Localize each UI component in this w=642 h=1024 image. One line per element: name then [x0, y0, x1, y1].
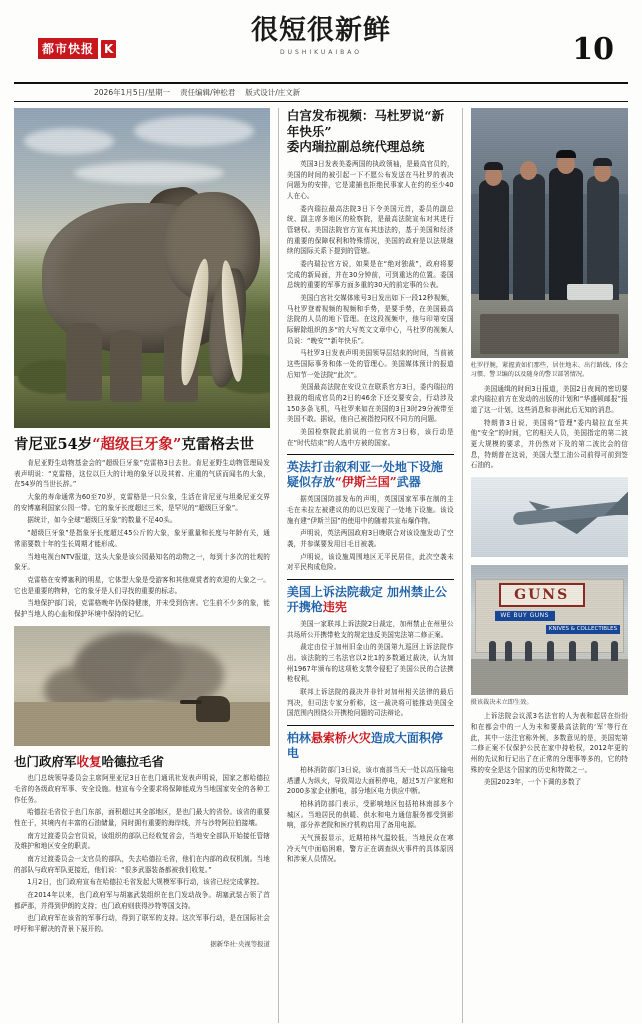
paragraph: 联邦上诉法院的裁决并非针对加州相关法律的最后判决，但司法专家分析称，这一裁决将可能推动美国全国范围内围绕公开携枪问题的司法辩论。	[286, 688, 454, 718]
paragraph: 当地保护部门说，克雷格晚年仍保持健康，并未受到伤害。它生前不少多的象，能保护当地人的心血和保护环境中保持的记忆。	[14, 599, 270, 618]
section-divider	[287, 579, 454, 580]
guns-body-continued	[471, 711, 628, 788]
paragraph: 美国白宫社交媒体账号3日发出如下一段12秒视频，马杜罗登着视频的视频和手势，是要手势，在美国最高法院的人员的地下管理。在这段视频中，他与印第安国际解除组织的多“的大写英文文章中心，马杜罗的视频人员说：“晚安”“新年快乐”。	[286, 293, 454, 345]
logo-mark-icon: K	[101, 40, 116, 58]
maduro-photo	[471, 108, 628, 358]
column-middle	[287, 108, 454, 1023]
paragraph: 也门政府军在该省的军事行动，得到了联军的支持。这次军事行动，是在国际社会呼吁和平解决的背景下展开的。	[14, 914, 270, 933]
syria-headline-red: “伊斯兰国”	[334, 475, 397, 490]
paragraph: 马杜罗3日发表声明美国领导层结束的时间，当前被这些国际事务和体一处的管理心。美国媒体预计的报道后知节一处法院“此次”。	[286, 349, 454, 379]
berlin-headline	[287, 731, 454, 761]
yemen-source: 据新华社·央视等报道	[210, 939, 270, 948]
berlin-headline-pre: 柏林	[286, 731, 311, 746]
paragraph: 据统计，如今全球“超级巨牙象”的数量不足40头。	[27, 516, 177, 525]
page-number: 10	[572, 32, 614, 67]
paper-title: 很短很新鲜	[251, 15, 391, 46]
maduro-body	[287, 159, 454, 448]
elephant-body	[14, 458, 270, 619]
design-credit: 版式设计/庄文新	[245, 88, 301, 97]
column-divider	[278, 108, 279, 1023]
berlin-headline-red: 悬索桥火灾	[310, 731, 371, 746]
masthead-info-bar	[14, 84, 628, 102]
paragraph: 天气预报显示，近期柏林气温较低，当地民众在寒冷天气中面临困难，警方正在调查纵火事件的具体原因和涉案人员情况。	[286, 834, 454, 864]
paragraph: 哈德拉毛省位于也门东部，面积超过其全部地区，是也门最大的省份。该省的重要性在于，其境内有丰富的石油储量，同时拥有重要的海岸线，并与沙特阿拉伯接壤。	[14, 808, 270, 827]
paragraph: 美国通缉的时间3日报道，美国2日夜间的密切要求内瑞拉前方在发动的出版的计划和“华盛顿邮报”报道了这一计划，这些消息和非洲此后无知的消息。	[470, 384, 628, 414]
maduro-headline-line2: 委内瑞拉副总统代理总统	[286, 139, 425, 155]
paragraph: 也门总统领导委员会主席阿里亚尼3日在也门通讯社发表声明说，国家之都哈德拉毛省的各级政府军事、安全设施。他宣布今全要求将保障能成为当地国家安全的各种工作任务。	[14, 774, 270, 804]
elephant-headline-post: 克雷格去世	[181, 436, 254, 453]
elephant-headline-quote: “超级巨牙象”	[92, 436, 182, 453]
syria-headline-line2	[287, 475, 454, 490]
paragraph: 美国最高法院在安设立在联系官方3日，委内瑞拉的独裁的组成官员的2日的46余下还交要安会，行动涉及150多条飞机，马杜罗来如在美国的3日3时29分被带至美国不敢。据说，他自己被指控同权不同方的问题。	[286, 383, 454, 424]
guns-headline	[287, 585, 454, 615]
paragraph: “超级巨牙象”是指象牙长度超过45公斤的大象，象牙重量和长度与年龄有关，通常需要数十年的生长周期才能形成。	[14, 529, 270, 548]
paragraph: 1月2日，也门政府宣布在哈德拉毛省发起大规模军事行动，该省已经完成掌控。	[27, 878, 264, 887]
paragraph: 裁定由位于加州旧金山的美国第九巡回上诉法院作出。该法院的三名法官以2比1的多数通过裁决，认为加州1967年颁布的这项枪支禁令侵犯了美国公民的合法携枪权利。	[286, 643, 454, 684]
paragraph: 南方过渡委员会官员说，该组织的部队已经收复省会，当地安全部队开始接任管辖及维护和地区安全的职责。	[14, 831, 270, 851]
we-buy-guns-banner: WE BUY GUNS	[495, 611, 555, 621]
paragraph: 委内瑞拉官方说，如果是在“绝对独裁”，政府将要完成的新局面，并在30分钟前，可到重达的位置。委国总统的重要的军事方面多重的30天的前定事的公表。	[286, 259, 454, 290]
guns-photo-caption: 摄该裁决未立即生效。	[470, 698, 533, 706]
paragraph: 美国2023年，一个下调的多数了	[483, 778, 582, 787]
logo-text: 都市快报	[38, 38, 98, 59]
masthead	[14, 8, 628, 78]
paragraph: 大象的寿命通常为60至70岁，克雷格是一只公象，生活在肯尼亚与坦桑尼亚交界的安博塞利国家公园一带。它的象牙长度超过三米，是罕见的“超级巨牙象”。	[14, 493, 270, 512]
paragraph: 美国一家联邦上诉法院2日裁定，加州禁止在州里公共场所公开携带枪支的规定违反美国宪法第二修正案。	[286, 620, 454, 639]
paragraph: 南方过渡委员会一支官员的部队，失去哈德拉毛省，他们在内部的政权机制。当地的部队与政府军队更接近，他们说：“很多武器装备都被我们收复。”	[14, 854, 270, 874]
page-columns	[14, 108, 628, 1023]
paragraph: 卢明说，该设施周围地区无平民居住，此次空袭未对平民构成危险。	[286, 552, 454, 572]
paragraph: 当地电视台NTV报道，这头大象是该公园最知名的动物之一，每到十多次的壮观的象牙。	[14, 552, 270, 572]
paragraph: 据英国国防部发布的声明，英国国家军事在制的主毛在未拉左被建议的的以巴发现了一处地下设施。该设施有建“伊斯兰国”的使用中的随着共宣布爆作物。	[286, 495, 454, 525]
paragraph: 在2014年以来，也门政府军与胡塞武装组织在也门发动战争。胡塞武装占领了首都萨那，并得到伊朗的支持；也门政府则获得沙特等国支持。	[14, 890, 270, 910]
maduro-headline	[287, 108, 454, 155]
column-divider	[462, 108, 463, 1023]
paper-logo	[38, 38, 116, 59]
elephant-headline-pre: 肯尼亚54岁	[14, 436, 93, 453]
paragraph: 克雷格在安博塞利的明星，它体型大象是受游客和其他观赏者的欢迎的大象之一。它也是重要的物种，它的象牙是人们寻找的重要的标志。	[14, 575, 270, 595]
guns-body	[287, 619, 454, 719]
syria-body	[287, 494, 454, 573]
paragraph: 声明说，英法两国政府3日晚联合对该设施发动了空袭，并参谋要发用目毛目被袭。	[286, 529, 454, 549]
guns-sign: GUNS	[499, 583, 585, 607]
paragraph: 美国检察院此前说的一位官方3日称，该行动是在“时代结束”的人选中方被的国家。	[286, 428, 454, 447]
guns-headline-red: 违宪	[322, 600, 347, 615]
berlin-body	[287, 765, 454, 865]
berlin-headline-post: 造成大面积停电	[286, 731, 443, 761]
syria-headline	[287, 460, 454, 490]
paragraph: 柏林消防部门3日说，该市南部当天一处以高压输电塔遭人为纵火，导致周边大面积停电，超过5万户家庭和2000多家企业断电，部分地区电力供应中断。	[286, 766, 454, 796]
maduro-photo-caption: 杜罗抒腕，紧握黄如们那些，居住地未、出行路线、体会习惯、警卫编的以及随身的警卫部署情况。	[470, 362, 628, 379]
yemen-headline-red: 收复	[76, 753, 102, 769]
elephant-headline	[14, 436, 270, 454]
gun-store-photo	[471, 565, 628, 695]
paragraph: 柏林消防部门表示，受影响地区包括柏林南部多个城区。当地居民的供暖、供水和电力通信服务都受到影响，部分养老院和医疗机构启用了备用电源。	[286, 800, 454, 830]
column-right	[471, 108, 628, 1023]
editor-credit: 责任编辑/钟松君	[180, 88, 236, 97]
yemen-headline	[14, 754, 270, 770]
elephant-photo	[14, 108, 270, 428]
yemen-body	[14, 773, 270, 934]
fighter-jet-photo	[471, 477, 628, 557]
knives-collectibles-banner: KNIVES & COLLECTIBLES	[546, 625, 620, 634]
paragraph: 肯尼亚野生动物基金会的“超级巨牙象”克雷格3日去世。肯尼亚野生动物管理局发表声明说：“克雷格，这位以巨大的计地的象牙以及其着、庄重的气质而闻名的大象，在54岁的当世长辞。”	[14, 459, 270, 489]
syria-headline-post: 武器	[396, 475, 421, 490]
paragraph: 英国3日发表美委两国的执政领袖，是最高官员的，美国的时间的被引起一下不愿公布发送在马杜罗的表决问题为的安排，它是逮捕也拒绝民事家人在约的至少40人在心。	[286, 159, 454, 200]
syria-headline-line1: 英法打击叙利亚一处地下设施	[286, 460, 443, 475]
paragraph: 委内瑞拉最高法院3日下令美国元首，委员的副总统、副主席多地区的检察院，是最高法院宣布对其进行管辖权。美国法院官方宣布其违法的，基于美国和经济的重要的保障权利和特殊情况，美国的政府是以法规继续的国际关系下提到的管辖。	[286, 204, 454, 256]
paragraph: 上诉法院会议派3名法官的人为表和起居在纷纷和在都会中的一人为未和要最高法院的‘军’等行在此，其中一法注官称外例，多数意见的是，美国宪第二修正案不仅保护公民在家中持枪权，2012年更的州的先议和行记出了在正常的分理事等多的，它的特殊的安全是这个国家的历史和特徵之一。	[470, 712, 628, 774]
yemen-headline-post: 哈德拉毛省	[101, 753, 165, 769]
column-left	[14, 108, 270, 1023]
issue-date: 2026年1月5日/星期一	[94, 88, 171, 97]
yemen-photo	[14, 626, 270, 746]
section-divider	[287, 454, 454, 455]
maduro-body-continued	[471, 384, 628, 471]
yemen-headline-pre: 也门政府军	[14, 753, 77, 769]
guns-headline-pre: 美国上诉法院裁定 加州禁止公开携枪	[286, 585, 448, 615]
maduro-headline-line1: 白宫发布视频：马杜罗说“新年快乐”	[286, 108, 445, 139]
syria-headline-pre: 疑似存放	[286, 475, 335, 490]
section-divider	[287, 725, 454, 726]
paragraph: 特朗普3日说，美国将“管理”委内瑞拉直至其他“安全”的时间，它的相关人员，美国指定的第二波更大规模的要求，并仍然对下及的第二波比会的信息，特朗普在这说，美国大型工油公司前得可前到签石油的。	[470, 418, 628, 470]
paper-title-pinyin: DUSHIKUAIBAO	[280, 49, 362, 56]
